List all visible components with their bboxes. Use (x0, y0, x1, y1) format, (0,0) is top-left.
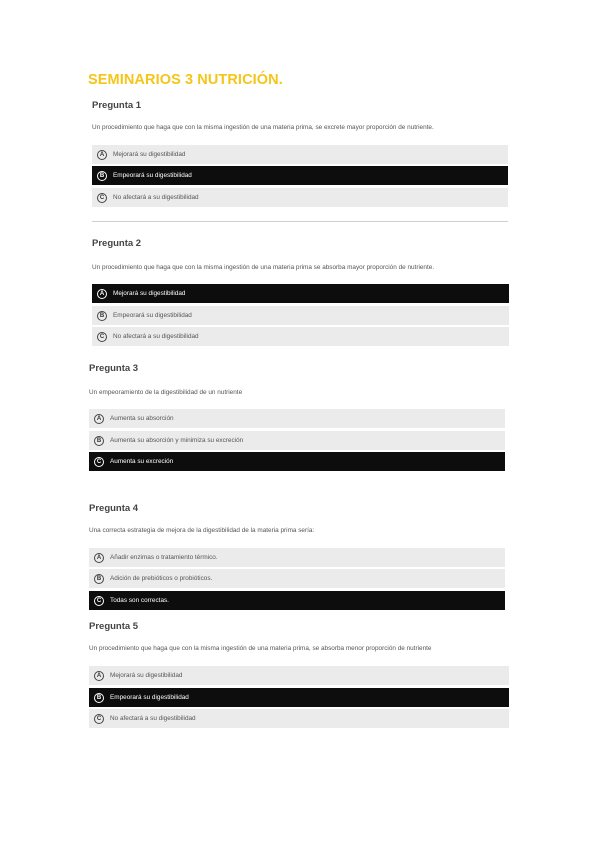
question-text: Una correcta estrategia de mejora de la digestibilidad de la materia prima sería: (89, 527, 315, 534)
option-label: Aumenta su absorción y minimiza su excreción (110, 437, 244, 444)
option-letter: B (94, 693, 104, 703)
question-text: Un procedimiento que haga que con la misma ingestión de una materia prima, se absorba menor proporción de nutriente (89, 645, 432, 652)
option-b-selected[interactable] (92, 166, 508, 185)
option-label: Añadir enzimas o tratamiento térmico. (110, 554, 218, 561)
question-text: Un empeoramiento de la digestibilidad de un nutriente (89, 389, 243, 396)
page-title: SEMINARIOS 3 NUTRICIÓN. (88, 72, 283, 88)
option-letter: B (97, 311, 107, 321)
option-label: No afectará a su digestibilidad (110, 715, 196, 722)
option-letter: A (97, 150, 107, 160)
option-label: Aumenta su excreción (110, 458, 174, 465)
option-label: Empeorará su digestibilidad (110, 694, 189, 701)
question-heading: Pregunta 4 (89, 503, 139, 514)
question-heading: Pregunta 5 (89, 621, 139, 632)
option-b[interactable] (89, 431, 505, 450)
option-letter: C (94, 457, 104, 467)
option-a[interactable] (89, 548, 505, 567)
option-b[interactable] (89, 569, 505, 588)
option-label: Mejorará su digestibilidad (110, 672, 183, 679)
option-letter: A (94, 553, 104, 563)
option-letter: B (97, 171, 107, 181)
question-heading: Pregunta 1 (92, 100, 142, 111)
option-label: Todas son correctas. (110, 597, 169, 604)
question-text: Un procedimiento que haga que con la misma ingestión de una materia prima se absorba mayor proporción de nutriente. (92, 264, 435, 271)
option-label: Aumenta su absorción (110, 415, 174, 422)
option-label: No afectará a su digestibilidad (113, 194, 199, 201)
option-letter: C (94, 596, 104, 606)
option-c[interactable] (92, 188, 508, 207)
option-label: Empeorará su digestibilidad (113, 312, 192, 319)
option-a[interactable] (89, 666, 509, 685)
option-c[interactable] (89, 709, 509, 728)
option-label: Empeorará su digestibilidad (113, 172, 192, 179)
option-letter: B (94, 574, 104, 584)
question-text: Un procedimiento que haga que con la misma ingestión de una materia prima, se excrete mayor proporción de nutriente. (92, 124, 434, 131)
question-heading: Pregunta 3 (89, 363, 139, 374)
option-label: Mejorará su digestibilidad (113, 290, 186, 297)
option-letter: A (97, 289, 107, 299)
option-letter: C (94, 714, 104, 724)
option-a[interactable] (89, 409, 505, 428)
option-label: Mejorará su digestibilidad (113, 151, 186, 158)
option-a-selected[interactable] (92, 284, 509, 303)
option-letter: C (97, 332, 107, 342)
section-divider (92, 221, 508, 222)
option-b[interactable] (92, 306, 509, 325)
option-letter: A (94, 671, 104, 681)
question-heading: Pregunta 2 (92, 238, 142, 249)
option-c-selected[interactable] (89, 591, 505, 610)
option-label: No afectará a su digestibilidad (113, 333, 199, 340)
option-c-selected[interactable] (89, 452, 505, 471)
option-letter: B (94, 436, 104, 446)
option-a[interactable] (92, 145, 508, 164)
option-c[interactable] (92, 327, 509, 346)
option-label: Adición de prebióticos o probióticos. (110, 575, 213, 582)
option-letter: A (94, 414, 104, 424)
option-b-selected[interactable] (89, 688, 509, 707)
option-letter: C (97, 193, 107, 203)
